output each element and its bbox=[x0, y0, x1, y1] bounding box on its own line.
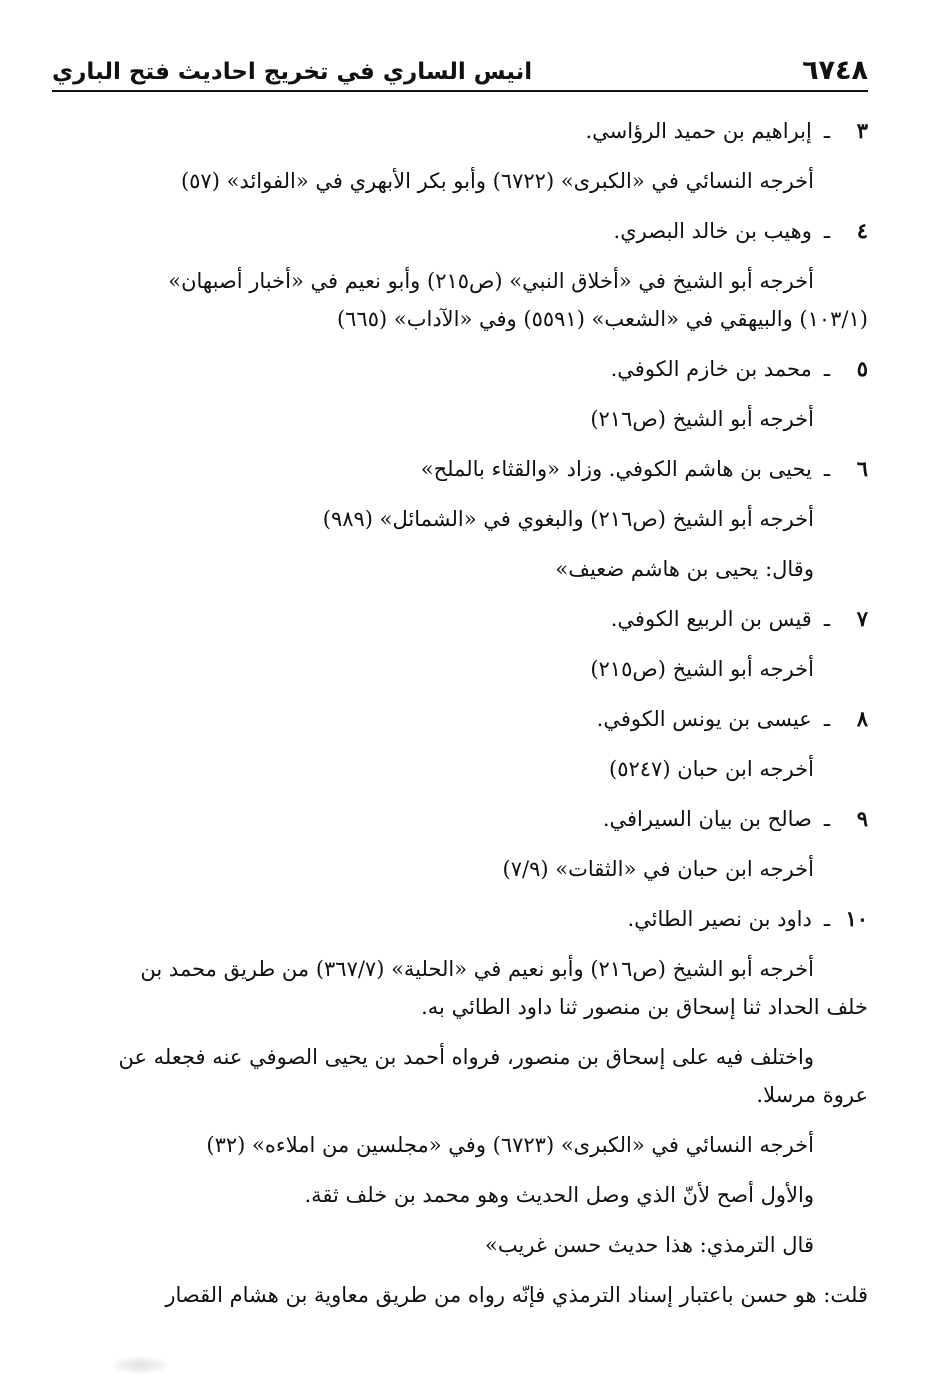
page-number: ٦٧٤٨ bbox=[802, 55, 868, 86]
narrator-name: عيسى بن يونس الكوفي. bbox=[596, 707, 812, 731]
narrator-entry-5 bbox=[64, 350, 868, 388]
takhrij-line: أخرجه أبو الشيخ (ص٢١٥) bbox=[590, 657, 814, 681]
takhrij-line: أخرجه أبو الشيخ في «أخلاق النبي» (ص٢١٥) وأبو نعيم في «أخبار أصبهان» bbox=[168, 269, 814, 293]
takhrij-line: (١٠٣/١) والبيهقي في «الشعب» (٥٥٩١) وفي «الآداب» (٦٦٥) bbox=[336, 307, 868, 331]
narrator-name: وهيب بن خالد البصري. bbox=[613, 219, 812, 243]
discussion-line: قلت: هو حسن باعتبار إسناد الترمذي فإنّه رواه من طريق معاوية بن هشام القصار bbox=[165, 1283, 868, 1307]
entry-dash: ـ bbox=[823, 807, 830, 831]
discussion-line: والأول أصح لأنّ الذي وصل الحديث وهو محمد بن خلف ثقة. bbox=[304, 1183, 814, 1207]
page-body bbox=[64, 112, 868, 1314]
entry-dash: ـ bbox=[823, 907, 830, 931]
takhrij-line: أخرجه أبو الشيخ (ص٢١٦) وأبو نعيم في «الحلية» (٣٦٧/٧) من طريق محمد بن bbox=[140, 957, 814, 981]
narrator-entry-4 bbox=[64, 212, 868, 250]
entry-number: ٦ bbox=[856, 456, 868, 481]
entry-number: ٨ bbox=[856, 706, 868, 731]
discussion-paragraph bbox=[64, 1038, 868, 1114]
narrator-name: محمد بن خازم الكوفي. bbox=[610, 357, 812, 381]
entry-dash: ـ bbox=[823, 707, 830, 731]
narrator-entry-7 bbox=[64, 600, 868, 638]
discussion-line: عروة مرسلا. bbox=[756, 1083, 868, 1107]
takhrij-line: أخرجه النسائي في «الكبرى» (٦٧٢٣) وفي «مجلسين من املاءه» (٣٢) bbox=[206, 1133, 814, 1157]
narrator-name: داود بن نصير الطائي. bbox=[627, 907, 812, 931]
entry-number: ١٠ bbox=[845, 906, 868, 931]
takhrij-line: خلف الحداد ثنا إسحاق بن منصور ثنا داود الطائي به. bbox=[421, 995, 868, 1019]
running-title: انيس الساري في تخريج احاديث فتح الباري bbox=[52, 59, 533, 85]
entry-number: ٥ bbox=[856, 356, 868, 381]
comment-line: وقال: يحيى بن هاشم ضعيف» bbox=[555, 557, 814, 581]
takhrij-line: أخرجه أبو الشيخ (ص٢١٦) والبغوي في «الشمائل» (٩٨٩) bbox=[322, 507, 814, 531]
takhrij-paragraph bbox=[64, 262, 868, 338]
entry-dash: ـ bbox=[823, 607, 830, 631]
entry-dash: ـ bbox=[823, 357, 830, 381]
narrator-entry-3 bbox=[64, 112, 868, 150]
page-header bbox=[52, 52, 868, 86]
entry-dash: ـ bbox=[823, 119, 830, 143]
takhrij-line: أخرجه ابن حبان في «الثقات» (٧/٩) bbox=[502, 857, 814, 881]
entry-number: ٣ bbox=[856, 118, 868, 143]
entry-dash: ـ bbox=[823, 457, 830, 481]
takhrij-line: أخرجه ابن حبان (٥٢٤٧) bbox=[609, 757, 814, 781]
narrator-entry-6 bbox=[64, 450, 868, 488]
narrator-name: قيس بن الربيع الكوفي. bbox=[610, 607, 812, 631]
quote-line: قال الترمذي: هذا حديث حسن غريب» bbox=[485, 1233, 814, 1257]
narrator-entry-10 bbox=[64, 900, 868, 938]
takhrij-line: أخرجه أبو الشيخ (ص٢١٦) bbox=[590, 407, 814, 431]
takhrij-line: أخرجه النسائي في «الكبرى» (٦٧٢٢) وأبو بكر الأبهري في «الفوائد» (٥٧) bbox=[180, 169, 814, 193]
entry-number: ٤ bbox=[856, 218, 868, 243]
narrator-name: إبراهيم بن حميد الرؤاسي. bbox=[585, 119, 812, 143]
header-rule bbox=[52, 90, 868, 92]
takhrij-paragraph bbox=[64, 950, 868, 1026]
narrator-name: صالح بن بيان السيرافي. bbox=[602, 807, 812, 831]
narrator-entry-9 bbox=[64, 800, 868, 838]
entry-dash: ـ bbox=[823, 219, 830, 243]
narrator-entry-8 bbox=[64, 700, 868, 738]
entry-number: ٩ bbox=[856, 806, 868, 831]
narrator-name: يحيى بن هاشم الكوفي. وزاد «والقثاء بالملح» bbox=[420, 457, 812, 481]
scan-smudge bbox=[112, 1356, 168, 1374]
discussion-line: واختلف فيه على إسحاق بن منصور، فرواه أحمد بن يحيى الصوفي عنه فجعله عن bbox=[118, 1045, 814, 1069]
entry-number: ٧ bbox=[856, 606, 868, 631]
